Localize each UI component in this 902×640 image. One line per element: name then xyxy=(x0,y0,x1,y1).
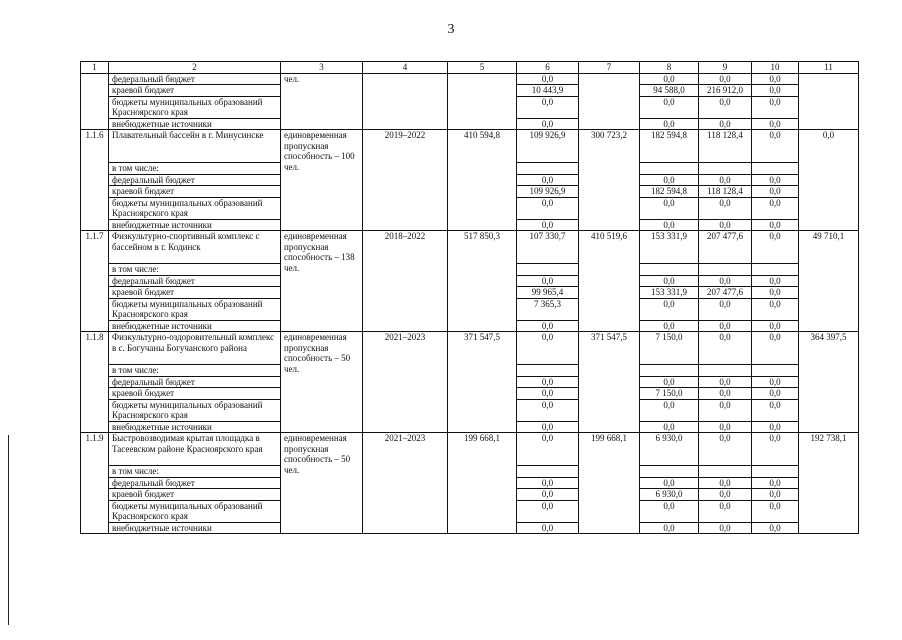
value-col6: 0,0 xyxy=(517,118,579,130)
column-number: 9 xyxy=(699,62,752,74)
value-col11: 192 738,1 xyxy=(799,433,859,534)
value-col6: 0,0 xyxy=(517,332,579,365)
project-period: 2019–2022 xyxy=(363,130,448,231)
funding-source-label: краевой бюджет xyxy=(109,489,281,501)
value-col8: 0,0 xyxy=(640,320,699,332)
value-col7: 199 668,1 xyxy=(579,433,640,534)
value-col8: 153 331,9 xyxy=(640,231,699,264)
value-col9 xyxy=(699,264,752,276)
project-period: 2021–2023 xyxy=(363,332,448,433)
value-col9: 0,0 xyxy=(699,399,752,421)
value-col11: 49 710,1 xyxy=(799,231,859,332)
value-col6: 109 926,9 xyxy=(517,130,579,163)
value-col7: 300 723,2 xyxy=(579,130,640,231)
value-col6 xyxy=(517,365,579,377)
value-col10: 0,0 xyxy=(752,500,799,522)
project-number: 1.1.7 xyxy=(81,231,109,332)
value-col10: 0,0 xyxy=(752,174,799,186)
value-col10: 0,0 xyxy=(752,231,799,264)
value-col10: 0,0 xyxy=(752,96,799,118)
value-col10: 0,0 xyxy=(752,275,799,287)
funding-source-label: внебюджетные источники xyxy=(109,320,281,332)
funding-source-label: внебюджетные источники xyxy=(109,421,281,433)
value-col10: 0,0 xyxy=(752,388,799,400)
budget-table xyxy=(80,61,859,534)
value-col9: 216 912,0 xyxy=(699,85,752,97)
value-col8: 0,0 xyxy=(640,522,699,534)
value-col6: 0,0 xyxy=(517,522,579,534)
column-number: 4 xyxy=(363,62,448,74)
value-col10 xyxy=(752,466,799,478)
value-col6: 0,0 xyxy=(517,421,579,433)
project-capacity: единовременная пропускная способность – 50 чел. xyxy=(281,332,363,433)
table-row xyxy=(81,73,859,85)
project-period: 2018–2022 xyxy=(363,231,448,332)
value-col9: 0,0 xyxy=(699,73,752,85)
funding-source-label: федеральный бюджет xyxy=(109,275,281,287)
value-col8: 7 150,0 xyxy=(640,388,699,400)
value-col6: 7 365,3 xyxy=(517,298,579,320)
value-col8: 0,0 xyxy=(640,118,699,130)
value-col10: 0,0 xyxy=(752,489,799,501)
funding-source-label: федеральный бюджет xyxy=(109,174,281,186)
value-col10: 0,0 xyxy=(752,433,799,466)
funding-source-label: краевой бюджет xyxy=(109,186,281,198)
funding-source-label: федеральный бюджет xyxy=(109,73,281,85)
value-col10: 0,0 xyxy=(752,186,799,198)
value-col9: 0,0 xyxy=(699,433,752,466)
project-period: 2021–2023 xyxy=(363,433,448,534)
value-col9: 0,0 xyxy=(699,219,752,231)
value-col8: 6 930,0 xyxy=(640,433,699,466)
value-col6 xyxy=(517,466,579,478)
funding-source-label: внебюджетные источники xyxy=(109,219,281,231)
column-number: 11 xyxy=(799,62,859,74)
value-col9 xyxy=(699,466,752,478)
value-col6: 0,0 xyxy=(517,500,579,522)
value-col8: 0,0 xyxy=(640,500,699,522)
funding-source-label: внебюджетные источники xyxy=(109,522,281,534)
project-row xyxy=(81,130,859,163)
project-number: 1.1.9 xyxy=(81,433,109,534)
project-row xyxy=(81,332,859,365)
value-col6: 0,0 xyxy=(517,96,579,118)
value-col10: 0,0 xyxy=(752,399,799,421)
value-col8: 0,0 xyxy=(640,477,699,489)
value-col9: 0,0 xyxy=(699,332,752,365)
column-number-header-row xyxy=(81,62,859,74)
total-cell xyxy=(448,73,517,130)
value-col6 xyxy=(517,264,579,276)
value-col10: 0,0 xyxy=(752,85,799,97)
value-col8: 7 150,0 xyxy=(640,332,699,365)
funding-source-label: бюджеты муниципальных образований Красноярского края xyxy=(109,197,281,219)
funding-source-label: бюджеты муниципальных образований Красноярского края xyxy=(109,96,281,118)
funding-source-label: в том числе: xyxy=(109,365,281,377)
funding-source-label: в том числе: xyxy=(109,264,281,276)
column-number: 10 xyxy=(752,62,799,74)
value-col9: 118 128,4 xyxy=(699,186,752,198)
value-col9 xyxy=(699,365,752,377)
project-row xyxy=(81,231,859,264)
value-col8 xyxy=(640,466,699,478)
value-col10: 0,0 xyxy=(752,219,799,231)
table-body xyxy=(81,62,859,534)
column-number: 8 xyxy=(640,62,699,74)
value-col11: 364 397,5 xyxy=(799,332,859,433)
value-col6: 109 926,9 xyxy=(517,186,579,198)
value-col9: 0,0 xyxy=(699,96,752,118)
value-col8: 0,0 xyxy=(640,96,699,118)
value-col10: 0,0 xyxy=(752,376,799,388)
value-col9 xyxy=(699,163,752,175)
funding-source-label: бюджеты муниципальных образований Красноярского края xyxy=(109,399,281,421)
value-col10: 0,0 xyxy=(752,118,799,130)
value-col6: 0,0 xyxy=(517,489,579,501)
value-col10: 0,0 xyxy=(752,287,799,299)
value-col6: 99 965,4 xyxy=(517,287,579,299)
column-number: 7 xyxy=(579,62,640,74)
project-name: Физкультурно-спортивный комплекс с бассейном в г. Кодинск xyxy=(109,231,281,264)
value-col11 xyxy=(799,73,859,130)
value-col10: 0,0 xyxy=(752,197,799,219)
funding-source-label: в том числе: xyxy=(109,163,281,175)
value-col6: 10 443,9 xyxy=(517,85,579,97)
value-col9: 0,0 xyxy=(699,489,752,501)
column-number: 6 xyxy=(517,62,579,74)
value-col9: 0,0 xyxy=(699,174,752,186)
value-col9: 0,0 xyxy=(699,298,752,320)
value-col8: 182 594,8 xyxy=(640,186,699,198)
value-col8: 182 594,8 xyxy=(640,130,699,163)
funding-source-label: краевой бюджет xyxy=(109,388,281,400)
funding-source-label: внебюджетные источники xyxy=(109,118,281,130)
value-col9: 0,0 xyxy=(699,320,752,332)
value-col9: 0,0 xyxy=(699,388,752,400)
value-col8: 6 930,0 xyxy=(640,489,699,501)
column-number: 3 xyxy=(281,62,363,74)
value-col11: 0,0 xyxy=(799,130,859,231)
value-col10 xyxy=(752,264,799,276)
project-number: 1.1.8 xyxy=(81,332,109,433)
project-capacity: единовременная пропускная способность – 100 чел. xyxy=(281,130,363,231)
value-col6: 0,0 xyxy=(517,399,579,421)
scan-edge-line xyxy=(8,435,9,625)
value-col8: 94 588,0 xyxy=(640,85,699,97)
funding-source-label: краевой бюджет xyxy=(109,287,281,299)
value-col8: 0,0 xyxy=(640,197,699,219)
value-col6: 107 330,7 xyxy=(517,231,579,264)
value-col8: 0,0 xyxy=(640,376,699,388)
value-col6: 0,0 xyxy=(517,388,579,400)
funding-source-label: в том числе: xyxy=(109,466,281,478)
value-col8: 0,0 xyxy=(640,399,699,421)
column-number: 5 xyxy=(448,62,517,74)
value-col8: 0,0 xyxy=(640,275,699,287)
value-col10: 0,0 xyxy=(752,522,799,534)
value-col10: 0,0 xyxy=(752,332,799,365)
value-col8: 0,0 xyxy=(640,73,699,85)
value-col6: 0,0 xyxy=(517,433,579,466)
project-number: 1.1.6 xyxy=(81,130,109,231)
column-number: 1 xyxy=(81,62,109,74)
value-col9: 0,0 xyxy=(699,275,752,287)
value-col10: 0,0 xyxy=(752,73,799,85)
funding-source-label: федеральный бюджет xyxy=(109,376,281,388)
funding-source-label: бюджеты муниципальных образований Красноярского края xyxy=(109,298,281,320)
value-col9: 0,0 xyxy=(699,421,752,433)
funding-source-label: краевой бюджет xyxy=(109,85,281,97)
value-col8: 153 331,9 xyxy=(640,287,699,299)
value-col8: 0,0 xyxy=(640,219,699,231)
capacity-cell: чел. xyxy=(281,73,363,130)
project-total: 371 547,5 xyxy=(448,332,517,433)
project-total: 517 850,3 xyxy=(448,231,517,332)
value-col10: 0,0 xyxy=(752,421,799,433)
value-col8 xyxy=(640,163,699,175)
page-number: 3 xyxy=(447,22,455,37)
project-total: 410 594,8 xyxy=(448,130,517,231)
value-col9: 0,0 xyxy=(699,500,752,522)
value-col6: 0,0 xyxy=(517,376,579,388)
value-col8: 0,0 xyxy=(640,174,699,186)
value-col9: 207 477,6 xyxy=(699,231,752,264)
value-col9: 0,0 xyxy=(699,522,752,534)
value-col7: 371 547,5 xyxy=(579,332,640,433)
value-col7: 410 519,6 xyxy=(579,231,640,332)
project-name: Быстровозводимая крытая площадка в Тасеевском районе Красноярского края xyxy=(109,433,281,466)
value-col9: 0,0 xyxy=(699,118,752,130)
value-col6: 0,0 xyxy=(517,219,579,231)
period-cell xyxy=(363,73,448,130)
project-capacity: единовременная пропускная способность – 50 чел. xyxy=(281,433,363,534)
project-row xyxy=(81,433,859,466)
value-col10: 0,0 xyxy=(752,298,799,320)
value-col10 xyxy=(752,365,799,377)
value-col7 xyxy=(579,73,640,130)
value-col9: 207 477,6 xyxy=(699,287,752,299)
value-col6: 0,0 xyxy=(517,275,579,287)
project-name: Плавательный бассейн в г. Минусинске xyxy=(109,130,281,163)
value-col6: 0,0 xyxy=(517,73,579,85)
value-col6: 0,0 xyxy=(517,174,579,186)
value-col10: 0,0 xyxy=(752,130,799,163)
value-col6: 0,0 xyxy=(517,320,579,332)
value-col10 xyxy=(752,163,799,175)
value-col8: 0,0 xyxy=(640,298,699,320)
value-col9: 0,0 xyxy=(699,376,752,388)
value-col6 xyxy=(517,163,579,175)
project-capacity: единовременная пропускная способность – 138 чел. xyxy=(281,231,363,332)
funding-source-label: федеральный бюджет xyxy=(109,477,281,489)
value-col8: 0,0 xyxy=(640,421,699,433)
value-col10: 0,0 xyxy=(752,320,799,332)
value-col6: 0,0 xyxy=(517,197,579,219)
project-total: 199 668,1 xyxy=(448,433,517,534)
value-col9: 118 128,4 xyxy=(699,130,752,163)
funding-source-label: бюджеты муниципальных образований Красноярского края xyxy=(109,500,281,522)
value-col8 xyxy=(640,365,699,377)
value-col9: 0,0 xyxy=(699,197,752,219)
value-col6: 0,0 xyxy=(517,477,579,489)
value-col9: 0,0 xyxy=(699,477,752,489)
value-col10: 0,0 xyxy=(752,477,799,489)
column-number: 2 xyxy=(109,62,281,74)
value-col8 xyxy=(640,264,699,276)
row-number-cell xyxy=(81,73,109,130)
project-name: Физкультурно-оздоровительный комплекс в с. Богучаны Богучанского района xyxy=(109,332,281,365)
